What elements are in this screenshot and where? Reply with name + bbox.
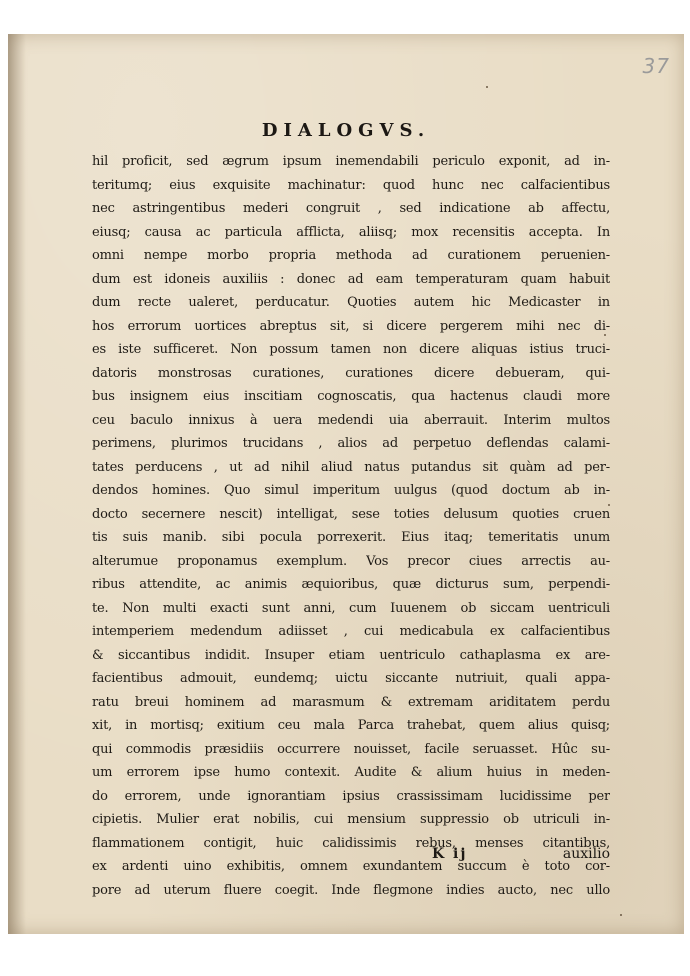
- paper-speck: [486, 86, 488, 88]
- text-line: omni nempe morbo propria methoda ad curationem peruenien-: [92, 248, 610, 263]
- text-line: dum recte ualeret, perducatur. Quoties autem hic Medicaster in: [92, 295, 610, 310]
- text-line: datoris monstrosas curationes, curationes dicere debueram, qui-: [92, 365, 610, 381]
- paper-speck: [604, 334, 606, 336]
- catchword: auxilio: [562, 846, 610, 862]
- text-line: cipietis. Mulier erat nobilis, cui mensium suppressio ob utriculi in-: [92, 812, 610, 827]
- paper-speck: [608, 504, 610, 506]
- page-footer: [92, 846, 610, 868]
- page-gutter-shadow: [8, 34, 26, 934]
- folio-number: 37: [642, 54, 670, 78]
- text-line: perimens, plurimos trucidans , alios ad perpetuo deflendas calami-: [92, 436, 610, 451]
- text-line: pore ad uterum fluere coegit. Inde flegmone indies aucto, nec ullo: [92, 882, 610, 898]
- text-line: um errorem ipse humo contexit. Audite & alium huius in meden-: [92, 765, 610, 780]
- text-line: ratu breui hominem ad marasmum & extremam ariditatem perdu: [92, 694, 610, 710]
- text-line: tis suis manib. sibi pocula porrexerit. Eius itaq; temeritatis unum: [92, 530, 610, 545]
- paper-speck: [620, 914, 622, 916]
- text-line: ceu baculo innixus à uera medendi uia aberrauit. Interim multos: [92, 412, 610, 428]
- text-line: teritumq; eius exquisite machinatur: quod hunc nec calfacientibus: [92, 177, 610, 193]
- text-line: te. Non multi exacti sunt anni, cum Iuuenem ob siccam uentriculi: [92, 600, 610, 616]
- text-line: facientibus admouit, eundemq; uictu siccante nutriuit, quali appa-: [92, 671, 610, 686]
- signature-mark: K ij: [432, 846, 468, 862]
- book-page: [8, 34, 684, 934]
- text-line: & siccantibus indidit. Insuper etiam uentriculo cathaplasma ex are-: [92, 647, 610, 663]
- text-line: bus insignem eius inscitiam cognoscatis, qua hactenus claudi more: [92, 389, 610, 404]
- text-line: xit, in mortisq; exitium ceu mala Parca trahebat, quem alius quisq;: [92, 718, 610, 733]
- text-line: dendos homines. Quo simul imperitum uulgus (quod doctum ab in-: [92, 483, 610, 498]
- text-line: qui commodis præsidiis occurrere nouisset, facile seruasset. Hûc su-: [92, 741, 610, 757]
- text-line: hil proficit, sed ægrum ipsum inemendabili periculo exponit, ad in-: [92, 154, 610, 169]
- text-line: docto secernere nescit) intelligat, sese toties delusum quoties cruen: [92, 506, 610, 522]
- text-line: flammationem contigit, huic calidissimis rebus, menses citantibus,: [92, 835, 610, 851]
- text-line: do errorem, unde ignorantiam ipsius crassissimam lucidissime per: [92, 788, 610, 804]
- text-line: eiusq; causa ac particula afflicta, aliisq; mox recensitis accepta. In: [92, 224, 610, 240]
- text-line: alterumue proponamus exemplum. Vos precor ciues arrectis au-: [92, 553, 610, 569]
- text-line: ribus attendite, ac animis æquioribus, quæ dicturus sum, perpendi-: [92, 577, 610, 592]
- text-line: intemperiem medendum adiisset , cui medicabula ex calfacientibus: [92, 624, 610, 639]
- text-line: es iste sufficeret. Non possum tamen non dicere aliquas istius truci-: [92, 342, 610, 357]
- body-text: [92, 150, 610, 902]
- running-head: DIALOGVS.: [261, 120, 431, 141]
- text-line: nec astringentibus mederi congruit , sed indicatione ab affectu,: [92, 201, 610, 216]
- text-line: hos errorum uortices abreptus sit, si dicere pergerem mihi nec di-: [92, 318, 610, 334]
- text-line: ex ardenti uino exhibitis, omnem exundantem succum è toto cor-: [92, 859, 610, 874]
- text-line: dum est idoneis auxiliis : donec ad eam temperaturam quam habuit: [92, 271, 610, 287]
- text-line: tates perducens , ut ad nihil aliud natus putandus sit quàm ad per-: [92, 459, 610, 475]
